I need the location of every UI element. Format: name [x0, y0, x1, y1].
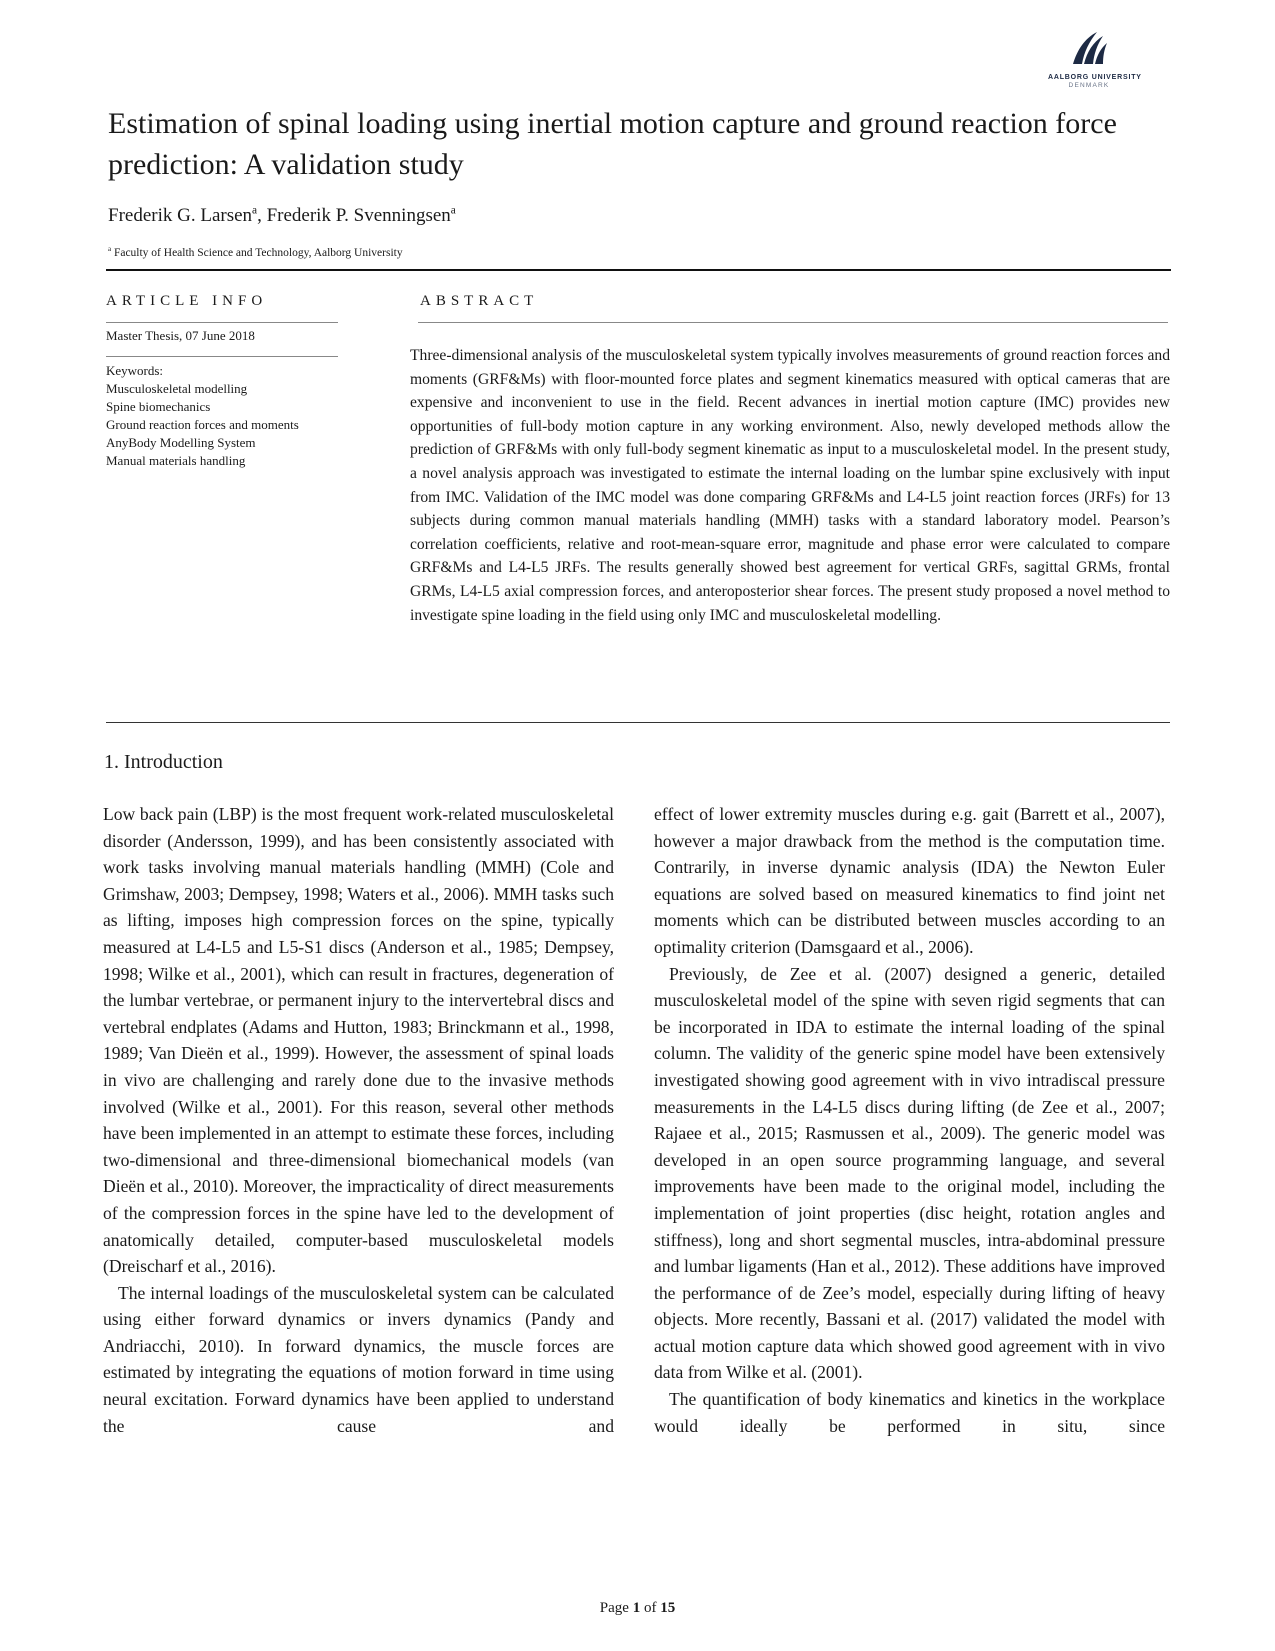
author-name: Frederik G. Larsen [108, 205, 253, 226]
header-divider [106, 269, 1171, 271]
affiliation [108, 247, 403, 259]
logo-country: DENMARK [1068, 82, 1110, 89]
author-name: Frederik P. Svenningsen [266, 205, 451, 226]
affiliation-marker: a [108, 246, 112, 254]
author-affiliation-marker: a [252, 204, 258, 217]
author-separator: , [257, 205, 267, 226]
section-heading: 1. Introduction [104, 751, 223, 773]
keyword-item: AnyBody Modelling System [106, 435, 256, 450]
body-column-left [103, 801, 614, 1439]
abstract-text: Three-dimensional analysis of the musculoskeletal system typically involves measurements of ground reaction forces and moments (GRF&Ms) with floor-mounted force plates and segment kinematics measured with optical cameras that are expensive and inconvenient to use in the field. Recent advances in inertial motion capture (IMC) provides new opportunities of full-body motion capture in any working environment. Also, newly developed methods allow the prediction of GRF&Ms with only full-body segment kinematic as input to a musculoskeletal model. In the present study, a novel analysis approach was investigated to estimate the internal loading on the lumbar spine exclusively with input from IMC. Validation of the IMC model was done comparing GRF&Ms and L4-L5 joint reaction forces (JRFs) for 13 subjects during common manual materials handling (MMH) tasks with a standard laboratory model. Pearson’s correlation coefficients, relative and root-mean-square error, magnitude and phase error were calculated to compare GRF&Ms and L4-L5 JRFs. The results generally showed best agreement for vertical GRFs, sagittal GRMs, frontal GRMs, L4-L5 axial compression forces, and anteroposterior shear forces. The present study proposed a novel method to investigate spine loading in the field using only IMC and musculoskeletal modelling. [410, 347, 1170, 624]
article-info-divider [106, 322, 338, 323]
abstract-heading: ABSTRACT [420, 293, 539, 309]
body-paragraph: effect of lower extremity muscles during e.g. gait (Barrett et al., 2007), however a major drawback from the method is the computation time. Contrarily, in inverse dynamic analysis (IDA) the Newton Euler equations are solved based on measured kinematics to find joint net moments which can be distributed between muscles according to an optimality criterion (Damsgaard et al., 2006). [654, 804, 1165, 957]
paper-title: Estimation of spinal loading using inertial motion capture and ground reaction force prediction: A validation study [108, 107, 1117, 181]
body-column-right [654, 801, 1165, 1439]
keyword-item: Ground reaction forces and moments [106, 417, 299, 432]
article-info-heading: ARTICLE INFO [106, 293, 268, 309]
article-date: Master Thesis, 07 June 2018 [106, 328, 255, 343]
body-paragraph: The internal loadings of the musculoskeletal system can be calculated using either forward dynamics or invers dynamics (Pandy and Andriacchi, 2010). In forward dynamics, the muscle forces are estimated by integrating the equations of motion forward in time using neural excitation. Forward dynamics have been applied to understand the cause and [103, 1282, 614, 1436]
current-page: 1 [632, 1600, 641, 1616]
university-logo [1048, 28, 1142, 89]
body-paragraph: Low back pain (LBP) is the most frequent work-related musculoskeletal disorder (Andersson, 1999), and has been consistently associated with work tasks involving manual materials handling (MMH) (Cole and Grimshaw, 2003; Dempsey, 1998; Waters et al., 2006). MMH tasks such as lifting, imposes high compression forces on the spine, typically measured at L4-L5 and L5-S1 discs (Anderson et al., 1985; Dempsey, 1998; Wilke et al., 2001), which can result in fractures, degeneration of the lumbar vertebrae, or permanent injury to the intervertebral discs and vertebral endplates (Adams and Hutton, 1983; Brinckmann et al., 1998, 1989; Van Dieën et al., 1999). However, the assessment of spinal loads in vivo are challenging and rarely done due to the invasive methods involved (Wilke et al., 2001). For this reason, several other methods have been implemented in an attempt to estimate these forces, including two-dimensional and three-dimensional biomechanical models (van Dieën et al., 2010). Moreover, the impracticality of direct measurements of the compression forces in the spine have led to the development of anatomically detailed, computer-based musculoskeletal models (Dreischarf et al., 2016). [103, 804, 614, 1277]
logo-university-name: AALBORG UNIVERSITY [1048, 74, 1142, 81]
keywords-block [106, 362, 299, 470]
total-pages: 15 [660, 1600, 676, 1616]
section-divider [106, 722, 1170, 723]
keyword-item: Manual materials handling [106, 453, 246, 468]
body-paragraph: The quantification of body kinematics and kinetics in the workplace would ideally be performed in situ, since [654, 1389, 1165, 1436]
author-affiliation-marker: a [450, 204, 456, 217]
abstract-divider [418, 322, 1168, 323]
page-number [0, 1600, 1275, 1617]
keyword-item: Spine biomechanics [106, 399, 211, 414]
page-of: of [640, 1600, 661, 1616]
keyword-item: Musculoskeletal modelling [106, 381, 248, 396]
affiliation-text: Faculty of Health Science and Technology, Aalborg University [111, 247, 403, 259]
page-prefix: Page [599, 1600, 633, 1616]
aalborg-university-wave-logo-icon [1067, 28, 1111, 68]
keywords-label: Keywords: [106, 363, 164, 378]
body-paragraph: Previously, de Zee et al. (2007) designed a generic, detailed musculoskeletal model of the spine with seven rigid segments that can be incorporated in IDA to estimate the internal loading of the spinal column. The validity of the generic spine model have been extensively investigated showing good agreement with in vivo intradiscal pressure measurements in the L4-L5 discs during lifting (de Zee et al., 2007; Rajaee et al., 2015; Rasmussen et al., 2009). The generic model was developed in an open source programming language, and several improvements have been made to the original model, including the implementation of joint properties (disc height, rotation angles and stiffness), long and short segmental muscles, intra-abdominal pressure and lumbar ligaments (Han et al., 2012). These additions have improved the performance of de Zee’s model, especially during lifting of heavy objects. More recently, Bassani et al. (2017) validated the model with actual motion capture data which showed good agreement with in vivo data from Wilke et al. (2001). [654, 963, 1165, 1383]
article-info-divider [106, 356, 338, 357]
author-list [108, 205, 456, 227]
